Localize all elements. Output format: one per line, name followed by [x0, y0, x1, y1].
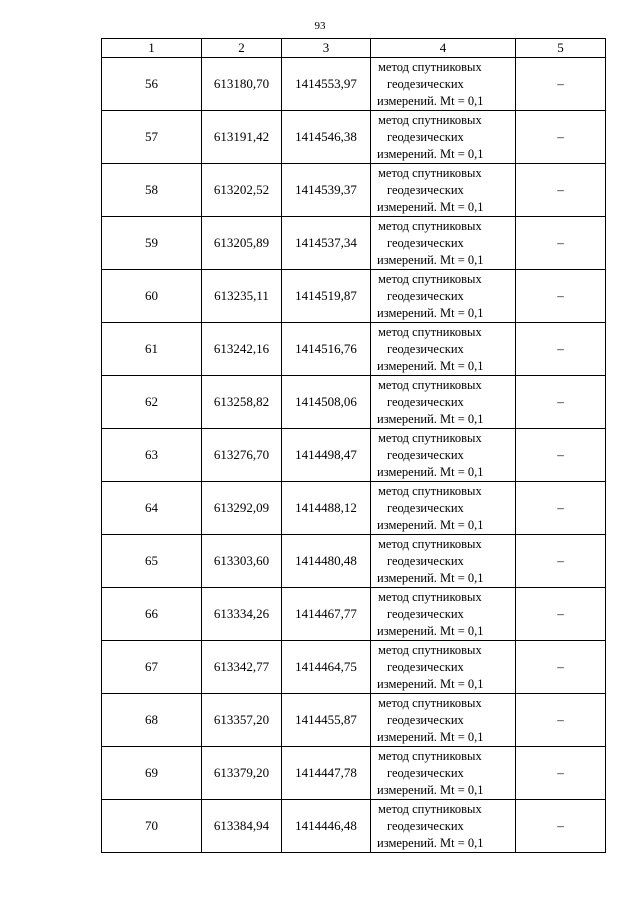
method-cell	[371, 641, 516, 694]
note-cell: –	[516, 323, 606, 376]
x-coordinate-cell: 613242,16	[202, 323, 282, 376]
note-cell: –	[516, 588, 606, 641]
method-text-line: геодезических	[387, 447, 464, 462]
point-number-cell: 56	[102, 58, 202, 111]
method-text-line: метод спутниковых	[378, 695, 482, 710]
x-coordinate-cell: 613202,52	[202, 164, 282, 217]
method-text-line: измерений. Mt = 0,1	[377, 252, 484, 267]
method-cell	[371, 482, 516, 535]
column-header-4: 4	[371, 39, 516, 58]
table-row	[102, 323, 606, 376]
point-number-cell: 57	[102, 111, 202, 164]
column-header-5: 5	[516, 39, 606, 58]
method-cell	[371, 800, 516, 853]
method-text-line: геодезических	[387, 659, 464, 674]
note-cell: –	[516, 535, 606, 588]
method-text-line: метод спутниковых	[378, 430, 482, 445]
method-text-line: геодезических	[387, 712, 464, 727]
x-coordinate-cell: 613191,42	[202, 111, 282, 164]
table-row	[102, 800, 606, 853]
note-cell: –	[516, 747, 606, 800]
method-cell	[371, 694, 516, 747]
x-coordinate-cell: 613384,94	[202, 800, 282, 853]
point-number-cell: 69	[102, 747, 202, 800]
method-text-line: геодезических	[387, 500, 464, 515]
table-body	[102, 58, 606, 853]
method-text-line: геодезических	[387, 129, 464, 144]
point-number-cell: 67	[102, 641, 202, 694]
point-number-cell: 65	[102, 535, 202, 588]
point-number-cell: 63	[102, 429, 202, 482]
table-row	[102, 58, 606, 111]
column-header-1: 1	[102, 39, 202, 58]
header-row	[102, 39, 606, 58]
method-text-line: измерений. Mt = 0,1	[377, 93, 484, 108]
method-text-line: измерений. Mt = 0,1	[377, 623, 484, 638]
point-number-cell: 64	[102, 482, 202, 535]
method-text-line: геодезических	[387, 76, 464, 91]
method-text-line: метод спутниковых	[378, 165, 482, 180]
note-cell: –	[516, 482, 606, 535]
method-text-line: метод спутниковых	[378, 748, 482, 763]
method-text-line: измерений. Mt = 0,1	[377, 411, 484, 426]
method-text-line: измерений. Mt = 0,1	[377, 835, 484, 850]
table-row	[102, 429, 606, 482]
point-number-cell: 61	[102, 323, 202, 376]
method-text-line: геодезических	[387, 288, 464, 303]
method-text-line: геодезических	[387, 235, 464, 250]
point-number-cell: 68	[102, 694, 202, 747]
y-coordinate-cell: 1414498,47	[282, 429, 371, 482]
x-coordinate-cell: 613303,60	[202, 535, 282, 588]
table-row	[102, 164, 606, 217]
method-text-line: метод спутниковых	[378, 324, 482, 339]
x-coordinate-cell: 613334,26	[202, 588, 282, 641]
method-text-line: измерений. Mt = 0,1	[377, 676, 484, 691]
coordinates-table	[101, 38, 606, 853]
y-coordinate-cell: 1414488,12	[282, 482, 371, 535]
x-coordinate-cell: 613357,20	[202, 694, 282, 747]
y-coordinate-cell: 1414480,48	[282, 535, 371, 588]
table-row	[102, 747, 606, 800]
method-text-line: геодезических	[387, 765, 464, 780]
method-text-line: метод спутниковых	[378, 642, 482, 657]
y-coordinate-cell: 1414537,34	[282, 217, 371, 270]
method-text-line: метод спутниковых	[378, 483, 482, 498]
table-row	[102, 270, 606, 323]
y-coordinate-cell: 1414539,37	[282, 164, 371, 217]
method-text-line: метод спутниковых	[378, 59, 482, 74]
x-coordinate-cell: 613379,20	[202, 747, 282, 800]
method-text-line: измерений. Mt = 0,1	[377, 305, 484, 320]
method-text-line: метод спутниковых	[378, 218, 482, 233]
note-cell: –	[516, 58, 606, 111]
method-text-line: измерений. Mt = 0,1	[377, 199, 484, 214]
point-number-cell: 59	[102, 217, 202, 270]
point-number-cell: 60	[102, 270, 202, 323]
method-cell	[371, 535, 516, 588]
table-row	[102, 535, 606, 588]
method-cell	[371, 429, 516, 482]
note-cell: –	[516, 800, 606, 853]
method-text-line: метод спутниковых	[378, 536, 482, 551]
method-text-line: измерений. Mt = 0,1	[377, 570, 484, 585]
method-text-line: геодезических	[387, 553, 464, 568]
method-text-line: измерений. Mt = 0,1	[377, 464, 484, 479]
y-coordinate-cell: 1414546,38	[282, 111, 371, 164]
method-text-line: метод спутниковых	[378, 112, 482, 127]
table-row	[102, 694, 606, 747]
x-coordinate-cell: 613205,89	[202, 217, 282, 270]
x-coordinate-cell: 613258,82	[202, 376, 282, 429]
method-text-line: геодезических	[387, 606, 464, 621]
note-cell: –	[516, 376, 606, 429]
note-cell: –	[516, 164, 606, 217]
y-coordinate-cell: 1414464,75	[282, 641, 371, 694]
y-coordinate-cell: 1414516,76	[282, 323, 371, 376]
method-cell	[371, 111, 516, 164]
x-coordinate-cell: 613235,11	[202, 270, 282, 323]
table-header	[102, 39, 606, 58]
method-cell	[371, 376, 516, 429]
method-text-line: измерений. Mt = 0,1	[377, 729, 484, 744]
y-coordinate-cell: 1414447,78	[282, 747, 371, 800]
table-row	[102, 588, 606, 641]
point-number-cell: 66	[102, 588, 202, 641]
method-text-line: измерений. Mt = 0,1	[377, 358, 484, 373]
method-text-line: геодезических	[387, 394, 464, 409]
note-cell: –	[516, 694, 606, 747]
table-row	[102, 641, 606, 694]
point-number-cell: 62	[102, 376, 202, 429]
method-text-line: метод спутниковых	[378, 589, 482, 604]
table-row	[102, 376, 606, 429]
column-header-2: 2	[202, 39, 282, 58]
x-coordinate-cell: 613292,09	[202, 482, 282, 535]
method-cell	[371, 588, 516, 641]
column-header-3: 3	[282, 39, 371, 58]
method-cell	[371, 747, 516, 800]
method-text-line: измерений. Mt = 0,1	[377, 146, 484, 161]
note-cell: –	[516, 270, 606, 323]
y-coordinate-cell: 1414508,06	[282, 376, 371, 429]
y-coordinate-cell: 1414519,87	[282, 270, 371, 323]
method-text-line: геодезических	[387, 182, 464, 197]
method-text-line: геодезических	[387, 341, 464, 356]
point-number-cell: 70	[102, 800, 202, 853]
method-cell	[371, 58, 516, 111]
method-text-line: метод спутниковых	[378, 377, 482, 392]
method-text-line: измерений. Mt = 0,1	[377, 782, 484, 797]
note-cell: –	[516, 429, 606, 482]
table-row	[102, 111, 606, 164]
table-row	[102, 482, 606, 535]
y-coordinate-cell: 1414446,48	[282, 800, 371, 853]
method-cell	[371, 270, 516, 323]
note-cell: –	[516, 111, 606, 164]
method-text-line: измерений. Mt = 0,1	[377, 517, 484, 532]
note-cell: –	[516, 641, 606, 694]
method-cell	[371, 164, 516, 217]
y-coordinate-cell: 1414455,87	[282, 694, 371, 747]
table-row	[102, 217, 606, 270]
page-number: 93	[314, 20, 326, 32]
y-coordinate-cell: 1414467,77	[282, 588, 371, 641]
y-coordinate-cell: 1414553,97	[282, 58, 371, 111]
point-number-cell: 58	[102, 164, 202, 217]
x-coordinate-cell: 613180,70	[202, 58, 282, 111]
method-text-line: метод спутниковых	[378, 271, 482, 286]
method-cell	[371, 217, 516, 270]
method-text-line: метод спутниковых	[378, 801, 482, 816]
method-cell	[371, 323, 516, 376]
x-coordinate-cell: 613342,77	[202, 641, 282, 694]
note-cell: –	[516, 217, 606, 270]
method-text-line: геодезических	[387, 818, 464, 833]
x-coordinate-cell: 613276,70	[202, 429, 282, 482]
